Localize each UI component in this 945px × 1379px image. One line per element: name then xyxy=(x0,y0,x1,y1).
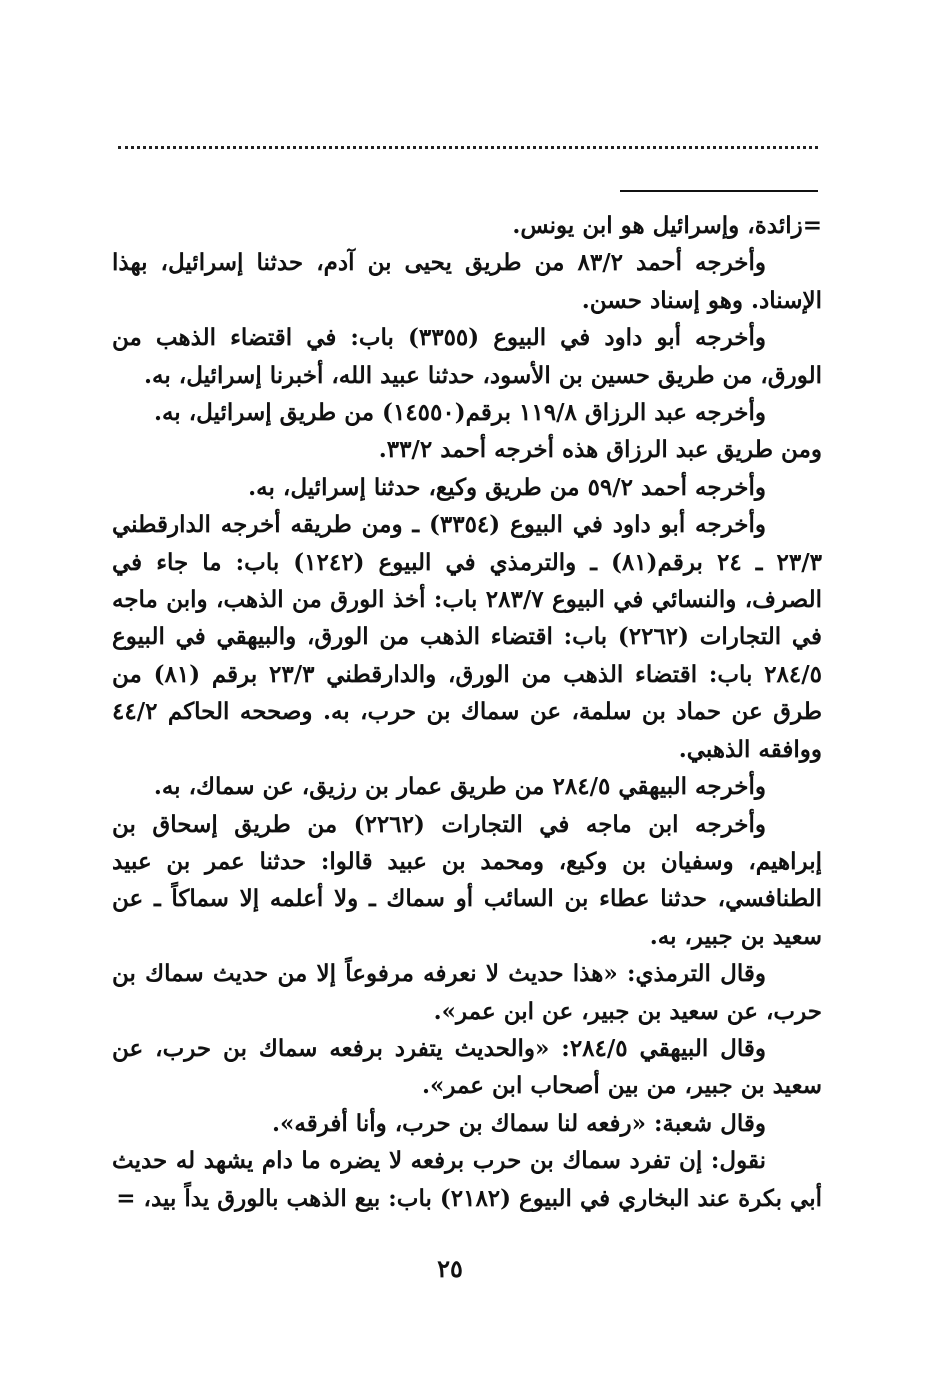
footnote-paragraph: وقال الترمذي: «هذا حديث لا نعرفه مرفوعاً إلا من حديث سماك بن حرب، عن سعيد بن جبير، عن ابن عمر». xyxy=(112,960,822,1025)
footnote-paragraph: ومن طريق عبد الرزاق هذه أخرجه أحمد ٣٣/٢. xyxy=(378,436,822,464)
footnote-paragraph: وأخرجه أبو داود في البيوع (٣٣٥٤) ـ ومن طريقه أخرجه الدارقطني ٢٣/٣ ـ ٢٤ برقم(٨١) ـ والترمذي في البيوع (١٢٤٢) باب: ما جاء في الصرف، والنسائي في البيوع ٢٨٣/٧ باب: أخذ الورق من الذهب، وابن ماجه في التجارات (٢٢٦٢) باب: اقتضاء الذهب من الورق، والبيهقي في البيوع ٢٨٤/٥ باب: اقتضاء الذهب من الورق، والدارقطني ٢٣/٣ برقم (٨١) من طرق عن حماد بن سلمة، عن سماك بن حرب، به. وصححه الحاكم ٤٤/٢ ووافقه الذهبي. xyxy=(112,511,823,763)
main-text-placeholder-dots xyxy=(118,146,818,149)
footnote-paragraph: وأخرجه أحمد ٥٩/٢ من طريق وكيع، حدثنا إسرائيل، به. xyxy=(248,473,766,501)
footnote-paragraph: وأخرجه البيهقي ٢٨٤/٥ من طريق عمار بن رزيق، عن سماك، به. xyxy=(153,773,766,801)
footnote-paragraph: =زائدة، وإسرائيل هو ابن يونس. xyxy=(512,212,822,239)
footnote-paragraph: نقول: إن تفرد سماك بن حرب برفعه لا يضره ما دام يشهد له حديث أبي بكرة عند البخاري في البيوع (٢١٨٢) باب: بيع الذهب بالورق يداً بيد، = xyxy=(112,1147,822,1212)
footnote-paragraph: وأخرجه ابن ماجه في التجارات (٢٢٦٢) من طريق إسحاق بن إبراهيم، وسفيان بن وكيع، ومحمد بن عبيد قالوا: حدثنا عمر بن عبيد الطنافسي، حدثنا عطاء بن السائب أو سماك ـ ولا أعلمه إلا سماكاً ـ عن سعيد بن جبير، به. xyxy=(112,810,822,950)
footnote-paragraph: وأخرجه أبو داود في البيوع (٣٣٥٥) باب: في اقتضاء الذهب من الورق، من طريق حسين بن الأسود، حدثنا عبيد الله، أخبرنا إسرائيل، به. xyxy=(112,324,822,389)
footnote-paragraph: وقال شعبة: «رفعه لنا سماك بن حرب، وأنا أفرقه». xyxy=(272,1109,766,1137)
footnote-separator xyxy=(620,190,818,192)
footnote-paragraph: وأخرجه أحمد ٨٣/٢ من طريق يحيى بن آدم، حدثنا إسرائيل، بهذا الإسناد. وهو إسناد حسن. xyxy=(112,249,822,314)
footnote-paragraph: وأخرجه عبد الرزاق ١١٩/٨ برقم(١٤٥٥٠) من طريق إسرائيل، به. xyxy=(153,399,766,427)
footnotes-body xyxy=(112,207,822,1217)
footnote-paragraph: وقال البيهقي ٢٨٤/٥: «والحديث يتفرد برفعه سماك بن حرب، عن سعيد بن جبير، من بين أصحاب ابن عمر». xyxy=(112,1034,822,1100)
page-number: ٢٥ xyxy=(437,1254,463,1283)
